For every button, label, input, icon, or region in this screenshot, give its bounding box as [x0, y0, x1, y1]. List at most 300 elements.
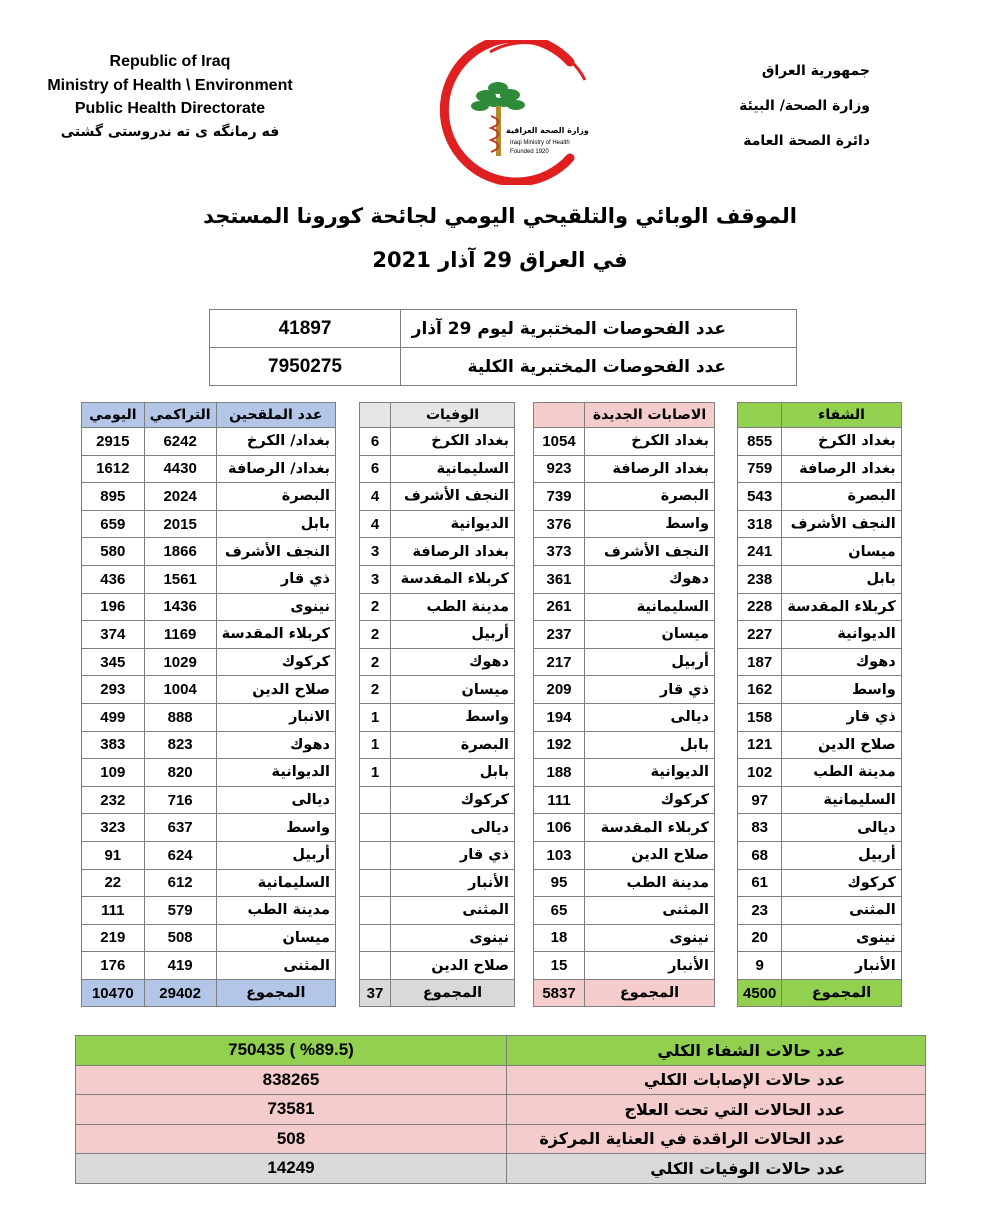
cases-row	[534, 593, 715, 621]
cases-row	[534, 565, 715, 593]
cases-province: البصرة	[585, 483, 715, 511]
deaths-table	[359, 402, 515, 1007]
cases-row	[534, 952, 715, 980]
cases-row	[534, 538, 715, 566]
deaths-value	[360, 869, 391, 897]
recovered-row	[738, 759, 902, 787]
cases-province: ديالى	[585, 703, 715, 731]
vaccinations-table	[81, 402, 336, 1007]
vacc-cum-value: 419	[144, 952, 216, 980]
header-ministry: Ministry of Health \ Environment	[47, 76, 293, 94]
cases-header-blank	[534, 403, 585, 428]
vacc-daily-value: 436	[82, 565, 145, 593]
vaccination-row	[82, 676, 336, 704]
deaths-value: 2	[360, 648, 391, 676]
recovered-row	[738, 428, 902, 456]
recovered-total: 4500	[738, 979, 782, 1007]
header-kurdish: فه رمانگه ی ته ندروستی گشتی	[60, 123, 280, 140]
deaths-header-blank	[360, 403, 391, 428]
vacc-province: بابل	[216, 510, 335, 538]
cases-province: النجف الأشرف	[585, 538, 715, 566]
tests-total-label: عدد الفحوصات المختبرية الكلية	[401, 348, 797, 386]
tests-row-daily	[210, 310, 797, 348]
vacc-daily-value: 109	[82, 759, 145, 787]
vacc-daily-value: 580	[82, 538, 145, 566]
summary-label: عدد الحالات التي تحت العلاج	[507, 1095, 926, 1125]
recovered-province: السليمانية	[782, 786, 901, 814]
vacc-province: الانبار	[216, 703, 335, 731]
deaths-value	[360, 897, 391, 925]
recovered-value: 68	[738, 841, 782, 869]
vacc-daily-value: 499	[82, 703, 145, 731]
recovered-value: 318	[738, 510, 782, 538]
deaths-header-row	[360, 403, 515, 428]
recovered-total-row	[738, 979, 902, 1007]
recovered-province: بغداد الرصافة	[782, 455, 901, 483]
deaths-total: 37	[360, 979, 391, 1007]
deaths-province: المثنى	[391, 897, 515, 925]
summary-label: عدد حالات الشفاء الكلي	[507, 1036, 926, 1066]
vaccination-row	[82, 814, 336, 842]
deaths-total-label: المجموع	[391, 979, 515, 1007]
recovered-row	[738, 538, 902, 566]
vacc-province: صلاح الدين	[216, 676, 335, 704]
cases-row	[534, 814, 715, 842]
vacc-daily-value: 293	[82, 676, 145, 704]
cases-value: 1054	[534, 428, 585, 456]
recovered-value: 121	[738, 731, 782, 759]
cases-province: المثنى	[585, 897, 715, 925]
recovered-row	[738, 703, 902, 731]
cases-province: نينوى	[585, 924, 715, 952]
summary-label: عدد الحالات الراقدة في العناية المركزة	[507, 1124, 926, 1154]
vacc-cum-value: 716	[144, 786, 216, 814]
vacc-cum-value: 820	[144, 759, 216, 787]
recovered-province: ذي قار	[782, 703, 901, 731]
deaths-value: 1	[360, 703, 391, 731]
deaths-province: كركوك	[391, 786, 515, 814]
recovered-header-blank	[738, 403, 782, 428]
deaths-province: البصرة	[391, 731, 515, 759]
cases-province: صلاح الدين	[585, 841, 715, 869]
vacc-cum-value: 637	[144, 814, 216, 842]
vaccination-total-row	[82, 979, 336, 1007]
deaths-row	[360, 924, 515, 952]
summary-row	[76, 1095, 926, 1125]
cases-value: 111	[534, 786, 585, 814]
recovered-province: كركوك	[782, 869, 901, 897]
vacc-province: ديالى	[216, 786, 335, 814]
vacc-cum-value: 2015	[144, 510, 216, 538]
recovered-table	[737, 402, 902, 1007]
vacc-daily-total: 10470	[82, 979, 145, 1007]
vacc-cum-value: 888	[144, 703, 216, 731]
cases-province: مدينة الطب	[585, 869, 715, 897]
vacc-total-label: المجموع	[216, 979, 335, 1007]
cases-value: 373	[534, 538, 585, 566]
cases-row	[534, 428, 715, 456]
cases-row	[534, 703, 715, 731]
vaccination-row	[82, 593, 336, 621]
cases-province: ميسان	[585, 621, 715, 649]
new-cases-table	[533, 402, 715, 1007]
deaths-province: صلاح الدين	[391, 952, 515, 980]
recovered-row	[738, 455, 902, 483]
recovered-row	[738, 731, 902, 759]
vaccination-row	[82, 538, 336, 566]
cases-province: أربيل	[585, 648, 715, 676]
cases-province: بابل	[585, 731, 715, 759]
tests-daily-value: 41897	[210, 310, 401, 348]
cases-row	[534, 621, 715, 649]
deaths-value: 4	[360, 510, 391, 538]
tests-row-total	[210, 348, 797, 386]
header-country: Republic of Iraq	[109, 53, 231, 70]
recovered-province: ميسان	[782, 538, 901, 566]
deaths-row	[360, 869, 515, 897]
cases-value: 188	[534, 759, 585, 787]
vaccination-row	[82, 648, 336, 676]
cases-value: 217	[534, 648, 585, 676]
deaths-row	[360, 897, 515, 925]
logo-arabic-text: وزارة الصحة العراقية	[506, 126, 589, 135]
cases-province: السليمانية	[585, 593, 715, 621]
recovered-province: مدينة الطب	[782, 759, 901, 787]
recovered-row	[738, 593, 902, 621]
vaccination-row	[82, 455, 336, 483]
deaths-province: كربلاء المقدسة	[391, 565, 515, 593]
deaths-province: ذي قار	[391, 841, 515, 869]
recovered-row	[738, 897, 902, 925]
cases-value: 18	[534, 924, 585, 952]
vacc-province: ميسان	[216, 924, 335, 952]
vacc-daily-value: 2915	[82, 428, 145, 456]
deaths-value: 6	[360, 428, 391, 456]
cases-value: 192	[534, 731, 585, 759]
header-directorate: Public Health Directorate	[74, 100, 266, 117]
deaths-value: 3	[360, 565, 391, 593]
recovered-value: 20	[738, 924, 782, 952]
recovered-province: الأنبار	[782, 952, 901, 980]
cases-value: 739	[534, 483, 585, 511]
recovered-province: بغداد الكرخ	[782, 428, 901, 456]
summary-value: 508	[76, 1124, 507, 1154]
vacc-province: نينوى	[216, 593, 335, 621]
recovered-province: أربيل	[782, 841, 901, 869]
recovered-total-label: المجموع	[782, 979, 901, 1007]
vacc-daily-header: اليومي	[82, 403, 145, 428]
cases-total: 5837	[534, 979, 585, 1007]
deaths-row	[360, 621, 515, 649]
deaths-province: مدينة الطب	[391, 593, 515, 621]
cases-value: 106	[534, 814, 585, 842]
vacc-cum-value: 2024	[144, 483, 216, 511]
vacc-province: أربيل	[216, 841, 335, 869]
vacc-cum-value: 508	[144, 924, 216, 952]
recovered-row	[738, 483, 902, 511]
vaccination-row	[82, 869, 336, 897]
header-directorate-ar: دائرة الصحة العامة	[743, 133, 870, 149]
recovered-value: 238	[738, 565, 782, 593]
cases-province: الديوانية	[585, 759, 715, 787]
deaths-value	[360, 841, 391, 869]
recovered-province: البصرة	[782, 483, 901, 511]
vacc-daily-value: 323	[82, 814, 145, 842]
cases-value: 65	[534, 897, 585, 925]
cases-value: 923	[534, 455, 585, 483]
cases-value: 237	[534, 621, 585, 649]
cases-header-row	[534, 403, 715, 428]
recovered-value: 543	[738, 483, 782, 511]
deaths-row	[360, 731, 515, 759]
deaths-value	[360, 952, 391, 980]
recovered-province: دهوك	[782, 648, 901, 676]
recovered-value: 855	[738, 428, 782, 456]
vacc-daily-value: 176	[82, 952, 145, 980]
deaths-value: 3	[360, 538, 391, 566]
recovered-province: المثنى	[782, 897, 901, 925]
deaths-row	[360, 814, 515, 842]
recovered-province: الديوانية	[782, 621, 901, 649]
vacc-province: مدينة الطب	[216, 897, 335, 925]
deaths-total-row	[360, 979, 515, 1007]
vacc-daily-value: 91	[82, 841, 145, 869]
vaccination-row	[82, 565, 336, 593]
recovered-value: 97	[738, 786, 782, 814]
deaths-row	[360, 841, 515, 869]
recovered-row	[738, 676, 902, 704]
cases-total-row	[534, 979, 715, 1007]
tests-total-value: 7950275	[210, 348, 401, 386]
recovered-province: بابل	[782, 565, 901, 593]
deaths-row	[360, 538, 515, 566]
deaths-province: الديوانية	[391, 510, 515, 538]
cases-total-label: المجموع	[585, 979, 715, 1007]
vacc-daily-value: 219	[82, 924, 145, 952]
summary-row	[76, 1154, 926, 1184]
recovered-province: كربلاء المقدسة	[782, 593, 901, 621]
deaths-value: 6	[360, 455, 391, 483]
deaths-row	[360, 510, 515, 538]
recovered-row	[738, 786, 902, 814]
vacc-province: بغداد/ الرصافة	[216, 455, 335, 483]
vacc-province: كربلاء المقدسة	[216, 621, 335, 649]
cases-province: واسط	[585, 510, 715, 538]
recovered-value: 759	[738, 455, 782, 483]
vacc-province: دهوك	[216, 731, 335, 759]
deaths-row	[360, 483, 515, 511]
header-english-block	[20, 50, 320, 144]
vaccination-row	[82, 759, 336, 787]
cases-row	[534, 759, 715, 787]
header-ministry-ar: وزارة الصحة/ البيئة	[739, 98, 870, 114]
vacc-cum-value: 1004	[144, 676, 216, 704]
deaths-province: الأنبار	[391, 869, 515, 897]
recovered-province: ديالى	[782, 814, 901, 842]
deaths-value: 4	[360, 483, 391, 511]
recovered-row	[738, 952, 902, 980]
summary-label: عدد حالات الوفيات الكلي	[507, 1154, 926, 1184]
vacc-daily-value: 374	[82, 621, 145, 649]
summary-value: 838265	[76, 1065, 507, 1095]
vaccination-row	[82, 621, 336, 649]
vacc-cum-value: 4430	[144, 455, 216, 483]
deaths-value	[360, 814, 391, 842]
page-title: الموقف الوبائي والتلقيحي اليومي لجائحة كورونا المستجد	[203, 204, 797, 228]
header-arabic-block	[739, 54, 870, 159]
recovered-header: الشفاء	[782, 403, 901, 428]
deaths-value: 2	[360, 676, 391, 704]
vaccination-row	[82, 703, 336, 731]
vacc-cum-value: 6242	[144, 428, 216, 456]
cases-province: الأنبار	[585, 952, 715, 980]
vacc-province: واسط	[216, 814, 335, 842]
deaths-row	[360, 648, 515, 676]
recovered-value: 102	[738, 759, 782, 787]
recovered-value: 9	[738, 952, 782, 980]
recovered-province: النجف الأشرف	[782, 510, 901, 538]
vacc-daily-value: 232	[82, 786, 145, 814]
vaccinations-header-row	[82, 403, 336, 428]
vaccination-row	[82, 952, 336, 980]
deaths-province: ميسان	[391, 676, 515, 704]
deaths-value: 1	[360, 759, 391, 787]
vaccination-row	[82, 897, 336, 925]
summary-label: عدد حالات الإصابات الكلي	[507, 1065, 926, 1095]
cases-value: 209	[534, 676, 585, 704]
vacc-daily-value: 196	[82, 593, 145, 621]
deaths-row	[360, 952, 515, 980]
recovered-value: 162	[738, 676, 782, 704]
vaccination-row	[82, 731, 336, 759]
tests-daily-label: عدد الفحوصات المختبرية ليوم 29 آذار	[401, 310, 797, 348]
vacc-daily-value: 111	[82, 897, 145, 925]
deaths-province: ديالى	[391, 814, 515, 842]
cases-province: دهوك	[585, 565, 715, 593]
vacc-cum-value: 579	[144, 897, 216, 925]
cases-row	[534, 455, 715, 483]
vacc-daily-value: 345	[82, 648, 145, 676]
cases-province: كركوك	[585, 786, 715, 814]
vacc-province: كركوك	[216, 648, 335, 676]
vacc-daily-value: 1612	[82, 455, 145, 483]
deaths-province: بغداد الرصافة	[391, 538, 515, 566]
recovered-value: 228	[738, 593, 782, 621]
vacc-province: السليمانية	[216, 869, 335, 897]
lab-tests-table	[209, 309, 797, 386]
cases-value: 361	[534, 565, 585, 593]
recovered-value: 23	[738, 897, 782, 925]
deaths-row	[360, 786, 515, 814]
recovered-header-row	[738, 403, 902, 428]
vaccination-row	[82, 841, 336, 869]
recovered-value: 227	[738, 621, 782, 649]
deaths-value: 2	[360, 621, 391, 649]
deaths-province: السليمانية	[391, 455, 515, 483]
summary-row	[76, 1036, 926, 1066]
page-subtitle: في العراق 29 آذار 2021	[372, 248, 628, 272]
deaths-province: بغداد الكرخ	[391, 428, 515, 456]
vacc-daily-value: 895	[82, 483, 145, 511]
cases-row	[534, 924, 715, 952]
vacc-cum-header: التراكمي	[144, 403, 216, 428]
cases-row	[534, 869, 715, 897]
cases-province: بغداد الرصافة	[585, 455, 715, 483]
recovered-value: 241	[738, 538, 782, 566]
recovered-value: 158	[738, 703, 782, 731]
vacc-cum-value: 1436	[144, 593, 216, 621]
recovered-row	[738, 621, 902, 649]
deaths-province: نينوى	[391, 924, 515, 952]
deaths-province: واسط	[391, 703, 515, 731]
cases-row	[534, 676, 715, 704]
deaths-value	[360, 924, 391, 952]
logo-founded-text: Founded 1920	[510, 149, 549, 155]
vacc-daily-value: 383	[82, 731, 145, 759]
deaths-row	[360, 676, 515, 704]
vacc-daily-value: 22	[82, 869, 145, 897]
deaths-row	[360, 703, 515, 731]
summary-table	[75, 1035, 926, 1184]
summary-value: 14249	[76, 1154, 507, 1184]
cases-value: 95	[534, 869, 585, 897]
cases-row	[534, 648, 715, 676]
cases-province: بغداد الكرخ	[585, 428, 715, 456]
deaths-province: دهوك	[391, 648, 515, 676]
summary-value: 73581	[76, 1095, 507, 1125]
vacc-daily-value: 659	[82, 510, 145, 538]
cases-value: 376	[534, 510, 585, 538]
recovered-row	[738, 869, 902, 897]
cases-row	[534, 841, 715, 869]
deaths-province: بابل	[391, 759, 515, 787]
summary-row	[76, 1065, 926, 1095]
vacc-cum-total: 29402	[144, 979, 216, 1007]
cases-value: 103	[534, 841, 585, 869]
recovered-province: نينوى	[782, 924, 901, 952]
deaths-row	[360, 428, 515, 456]
recovered-value: 187	[738, 648, 782, 676]
cases-row	[534, 731, 715, 759]
cases-row	[534, 897, 715, 925]
summary-row	[76, 1124, 926, 1154]
deaths-row	[360, 455, 515, 483]
logo-english-text: Iraqi Ministry of Health	[510, 140, 570, 146]
cases-value: 261	[534, 593, 585, 621]
deaths-value: 1	[360, 731, 391, 759]
vacc-province: البصرة	[216, 483, 335, 511]
vacc-cum-value: 1866	[144, 538, 216, 566]
vacc-cum-value: 612	[144, 869, 216, 897]
header-country-ar: جمهورية العراق	[761, 63, 870, 79]
vaccination-row	[82, 428, 336, 456]
deaths-value: 2	[360, 593, 391, 621]
vacc-province: النجف الأشرف	[216, 538, 335, 566]
vaccination-row	[82, 483, 336, 511]
vacc-cum-value: 624	[144, 841, 216, 869]
cases-header: الاصابات الجديدة	[585, 403, 715, 428]
vaccination-row	[82, 924, 336, 952]
cases-row	[534, 510, 715, 538]
recovered-row	[738, 924, 902, 952]
vacc-cum-value: 823	[144, 731, 216, 759]
cases-value: 15	[534, 952, 585, 980]
cases-row	[534, 786, 715, 814]
vaccination-row	[82, 786, 336, 814]
recovered-value: 83	[738, 814, 782, 842]
summary-value: 750435 ( %89.5)	[76, 1036, 507, 1066]
vacc-province: المثنى	[216, 952, 335, 980]
